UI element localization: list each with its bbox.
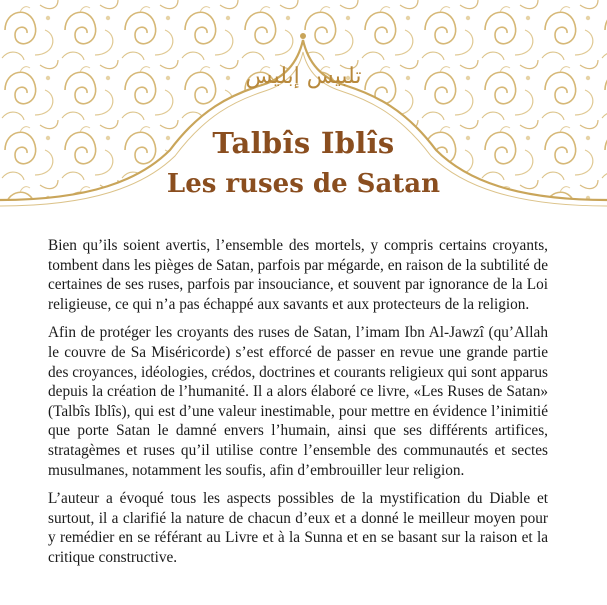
paragraph-1: Bien qu’ils soient avertis, l’ensemble des mortels, y compris certains croyants, tombent dans les pièges de Satan, parfois par mégarde, en raison de la subtilité de certaines de ses ruses, parfois par insouciance, et souvent par ignorance de la Loi religieuse, ce qui n’a pas échappé aux savants et aux protecteurs de la religion. <box>48 237 548 313</box>
ornamental-header <box>0 0 607 225</box>
book-subtitle: Les ruses de Satan <box>166 169 441 199</box>
paragraph-3: L’auteur a évoqué tous les aspects possibles de la mystification du Diable et surtout, il a clarifié la nature de chacun d’eux et a donné le meilleur moyen pour y remédier en se référant au Livre et à la Sunna et en se basant sur la raison et la critique constructive. <box>48 490 548 566</box>
arabic-calligraphy-title: تلبيس إبليس <box>245 64 362 89</box>
paragraph-2: Afin de protéger les croyants des ruses de Satan, l’imam Ibn Al-Jawzî (qu’Allah le couvre de Sa Miséricorde) s’est efforcé de passer en revue une grande partie des croyances, idéologies, crédos, doctrines et courants religieux qui sont apparus depuis la création de l’humanité. Il a alors élaboré ce livre, «Les Ruses de Satan» (Talbîs Iblîs), qui est d’une valeur inestimable, pour mettre en évidence l’inimitié que porte Satan le damné envers l’humain, ainsi que ses différents artifices, stratagèmes et ruses qu’il utilise contre l’ensemble des communautés et sectes musulmanes, notamment les soufis, afin d’embrouiller leur religion. <box>48 324 548 479</box>
description-body <box>48 236 548 577</box>
book-title: Talbîs Iblîs <box>212 126 395 160</box>
